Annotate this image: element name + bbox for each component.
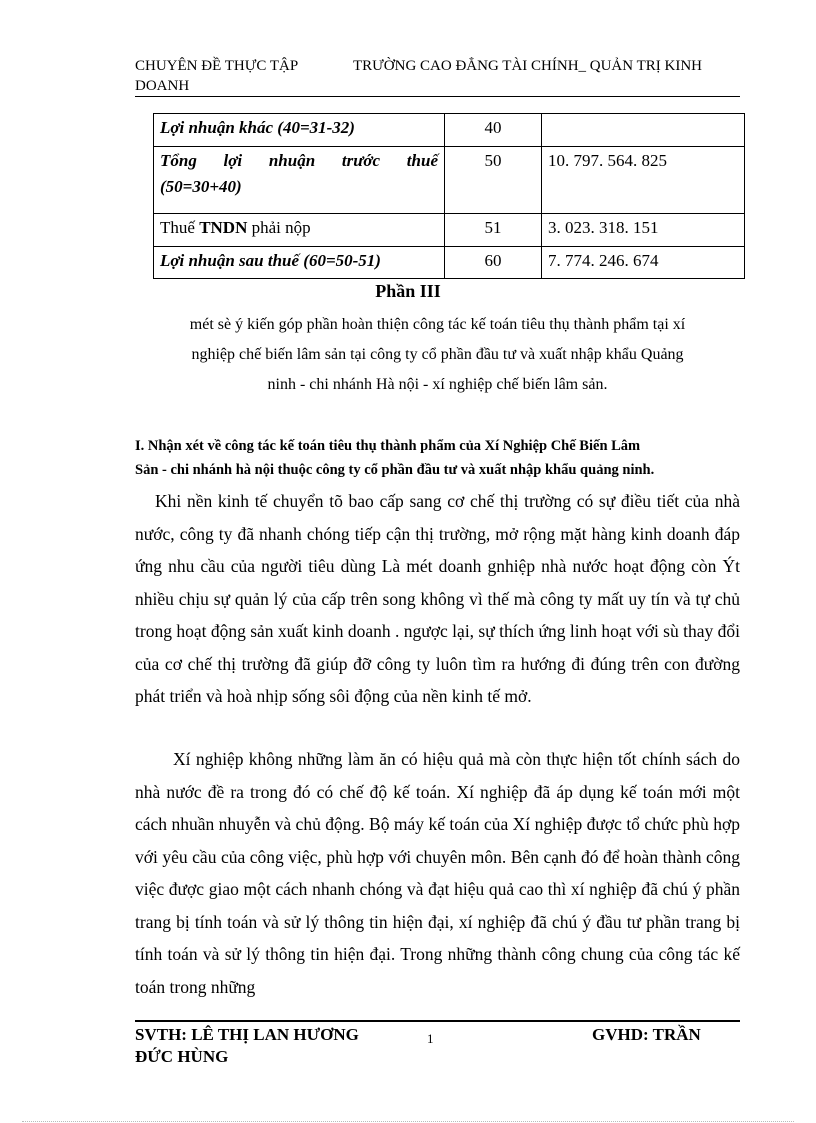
page-edge: [22, 1121, 794, 1122]
table-cell-value: 10. 797. 564. 825: [542, 147, 745, 214]
page-number: 1: [427, 1031, 434, 1046]
page-header: [135, 56, 740, 96]
table-cell-label: [154, 214, 445, 247]
table-row: [154, 147, 745, 214]
part-title: Phần III: [375, 281, 441, 301]
subtitle-line: ninh - chi nhánh Hà nội - xí nghiệp chế biến lâm sản.: [267, 376, 608, 393]
table-cell-label: [154, 147, 445, 214]
subtitle-line: mét sè ý kiến góp phần hoàn thiện công tác kế toán tiêu thụ thành phẩm tại xí: [189, 316, 686, 333]
label-line: (50=30+40): [160, 177, 242, 196]
label-line: Tổng lợi nhuận trước thuế: [160, 151, 438, 170]
subtitle-line: nghiệp chế biến lâm sản tại công ty cổ phần đầu tư và xuất nhập khẩu Quảng: [191, 346, 684, 363]
table-cell-label: Lợi nhuận khác (40=31-32): [154, 114, 445, 147]
section-heading: [135, 434, 740, 482]
table-cell-value: [542, 114, 745, 147]
label-part: phải nộp: [247, 218, 311, 237]
section-heading-line: I. Nhận xét về công tác kế toán tiêu thụ thành phẩm của Xí Nghiệp Chế Biến Lâm: [135, 438, 641, 454]
table-cell-code: 51: [445, 214, 542, 247]
footer-student: SVTH: LÊ THỊ LAN HƯƠNG: [135, 1025, 359, 1044]
header-right: TRƯỜNG CAO ĐẲNG TÀI CHÍNH_ QUẢN TRỊ KINH: [353, 58, 702, 74]
header-left: CHUYÊN ĐỀ THỰC TẬP: [135, 58, 299, 74]
paragraph-text: Xí nghiệp không những làm ăn có hiệu quả mà còn thực hiện tốt chính sách do nhà nước đề ra trong đó có chế độ kế toán. Xí nghiệp đã áp dụng kế toán mới một cách nhuần nhuyễn và chủ động. Bộ máy kế toán của Xí nghiệp được tổ chức phù hợp với yêu cầu của công việc, phù hợp với chuyên môn. Bên cạnh đó để hoàn thành công việc được giao một cách nhanh chóng và đạt hiệu quả cao thì xí nghiệp đã chú ý phần trang bị tính toán và sử lý thông tin hiện đại, xí nghiệp đã chú ý đầu tư phần trang bị tính toán và sử lý thông tin hiện đại. Trong những thành công chung của công tác kế toán trong những: [135, 749, 740, 997]
footer-divider: [135, 1020, 740, 1022]
table-cell-code: 40: [445, 114, 542, 147]
table-row: [154, 114, 745, 147]
table-cell-label: Lợi nhuận sau thuế (60=50-51): [154, 247, 445, 279]
footer-advisor-continuation: ĐỨC HÙNG: [135, 1047, 229, 1066]
paragraph: [135, 743, 740, 1003]
table-cell-code: 60: [445, 247, 542, 279]
header-divider: [135, 96, 740, 97]
part-subtitle: [135, 310, 740, 400]
header-continuation: DOANH: [135, 78, 190, 94]
label-part: Thuế: [160, 218, 200, 237]
paragraph-text: Khi nền kinh tế chuyển tõ bao cấp sang cơ chế thị trường có sự điều tiết của nhà nước, công ty đã nhanh chóng tiếp cận thị trường, mở rộng mặt hàng kinh doanh đáp ứng nhu cầu của người tiêu dùng Là mét doanh gnhiệp nhà nước hoạt động còn Ýt nhiều chịu sự quản lý của cấp trên song không vì thế mà công ty mất uy tín và tự chủ trong hoạt động sản xuất kinh doanh . ngược lại, sự thích ứng linh hoạt với sù thay đổi của cơ chế thị trường đã giúp đỡ công ty luôn tìm ra hướng đi đúng trên con đường phát triển và hoà nhịp sống sôi động của nền kinh tế mở.: [135, 491, 740, 706]
footer-advisor: GVHD: TRẦN: [592, 1025, 701, 1044]
table-cell-value: 7. 774. 246. 674: [542, 247, 745, 279]
section-heading-line: Sản - chi nhánh hà nội thuộc công ty cổ phần đầu tư và xuất nhập khẩu quảng ninh.: [135, 462, 655, 478]
table-cell-value: 3. 023. 318. 151: [542, 214, 745, 247]
table-row: [154, 247, 745, 279]
table-row: [154, 214, 745, 247]
paragraph: [135, 485, 740, 713]
table-cell-code: 50: [445, 147, 542, 214]
label-bold: TNDN: [199, 218, 248, 237]
financial-table: [153, 113, 745, 279]
